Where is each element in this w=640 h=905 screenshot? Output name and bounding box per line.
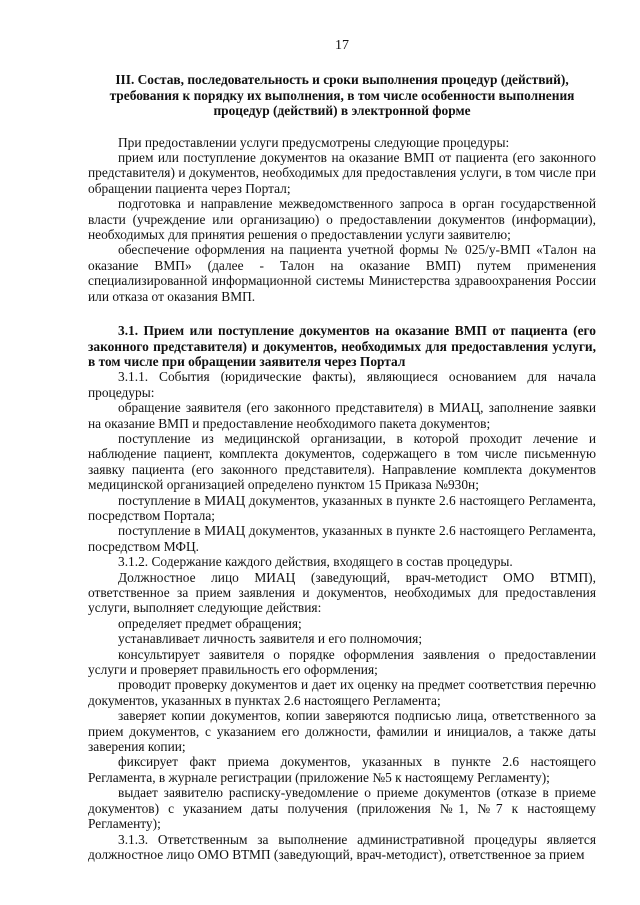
body-block [88,369,596,862]
paragraph: 3.1.3. Ответственным за выполнение административной процедуры является должностное лицо ОМО ВТМП (заведующий, врач-методист), ответственное за прием [88,831,596,862]
paragraph: проводит проверку документов и дает их оценку на предмет соответствия перечню документов, указанных в пунктах 2.6 настоящего Регламента; [88,677,596,708]
paragraph: 3.1.2. Содержание каждого действия, входящего в состав процедуры. [118,554,513,570]
paragraph: консультирует заявителя о порядке оформления заявления о предоставлении услуги и проверяет правильность его оформления; [88,646,596,678]
section-title: III. Состав, последовательность и сроки выполнения процедур (действий), требования к порядку их выполнения, в том числе особенности выполнения процедур (действий) в электронной форме [109,72,575,119]
paragraph: поступление в МИАЦ документов, указанных в пункте 2.6 настоящего Регламента, посредством Портала; [88,492,596,523]
paragraph: При предоставлении услуги предусмотрены следующие процедуры: [118,134,510,150]
paragraph: выдает заявителю расписку-уведомление о приеме документов (отказе в приеме документов) с указанием даты получения (приложения №1, №7 к настоящему Регламенту); [88,785,596,832]
intro-block [88,135,596,304]
subsection-title: 3.1. Прием или поступление документов на оказание ВМП от пациента (его законного представителя) и документов, необходимых для предоставления услуги, в том числе при обращении заявителя через Портал [88,323,596,369]
page-number: 17 [335,38,349,53]
paragraph: устанавливает личность заявителя и его полномочия; [118,631,423,647]
paragraph: 3.1.1. События (юридические факты), являющиеся основанием для начала процедуры: [88,369,596,400]
paragraph: заверяет копии документов, копии заверяются подписью лица, ответственного за прием документов, с указанием его должности, фамилии и инициалов, а также даты заверения копии; [88,708,596,755]
paragraph: фиксирует факт приема документов, указанных в пункте 2.6 настоящего Регламента, в журнале регистрации (приложение №5 к настоящему Регламенту); [88,754,596,785]
paragraph: поступление из медицинской организации, в которой проходит лечение и наблюдение пациент, комплекта документов, содержащего в том числе письменную заявку пациента (его законного представителя). Направление комплекта документов медицинской организацией определено пунктом 15 Приказа №930н; [88,430,596,493]
paragraph: определяет предмет обращения; [118,615,302,631]
paragraph: подготовка и направление межведомственного запроса в орган государственной власти (учреждение или организацию) о предоставлении документов (информации), необходимых для принятия решения о предоставлении услуги заявителю; [88,196,596,243]
paragraph: прием или поступление документов на оказание ВМП от пациента (его законного представителя) и документов, необходимых для предоставления услуги, в том числе при обращении пациента через Портал; [88,150,596,196]
paragraph: обращение заявителя (его законного представителя) в МИАЦ, заполнение заявки на оказание ВМП и предоставление необходимого пакета документов; [88,400,596,431]
paragraph: обеспечение оформления на пациента учетной формы № 025/у-ВМП «Талон на оказание ВМП» (далее - Талон на оказание ВМП) путем применения специализированной информационной системы Министерства здравоохранения России или отказа от оказания ВМП. [88,242,596,304]
paragraph: Должностное лицо МИАЦ (заведующий, врач-методист ОМО ВТМП), ответственное за прием заявления и документов, необходимых для предоставления услуги, выполняет следующие действия: [88,569,596,616]
document-page [88,38,596,862]
paragraph: поступление в МИАЦ документов, указанных в пункте 2.6 настоящего Регламента, посредством МФЦ. [88,523,596,554]
